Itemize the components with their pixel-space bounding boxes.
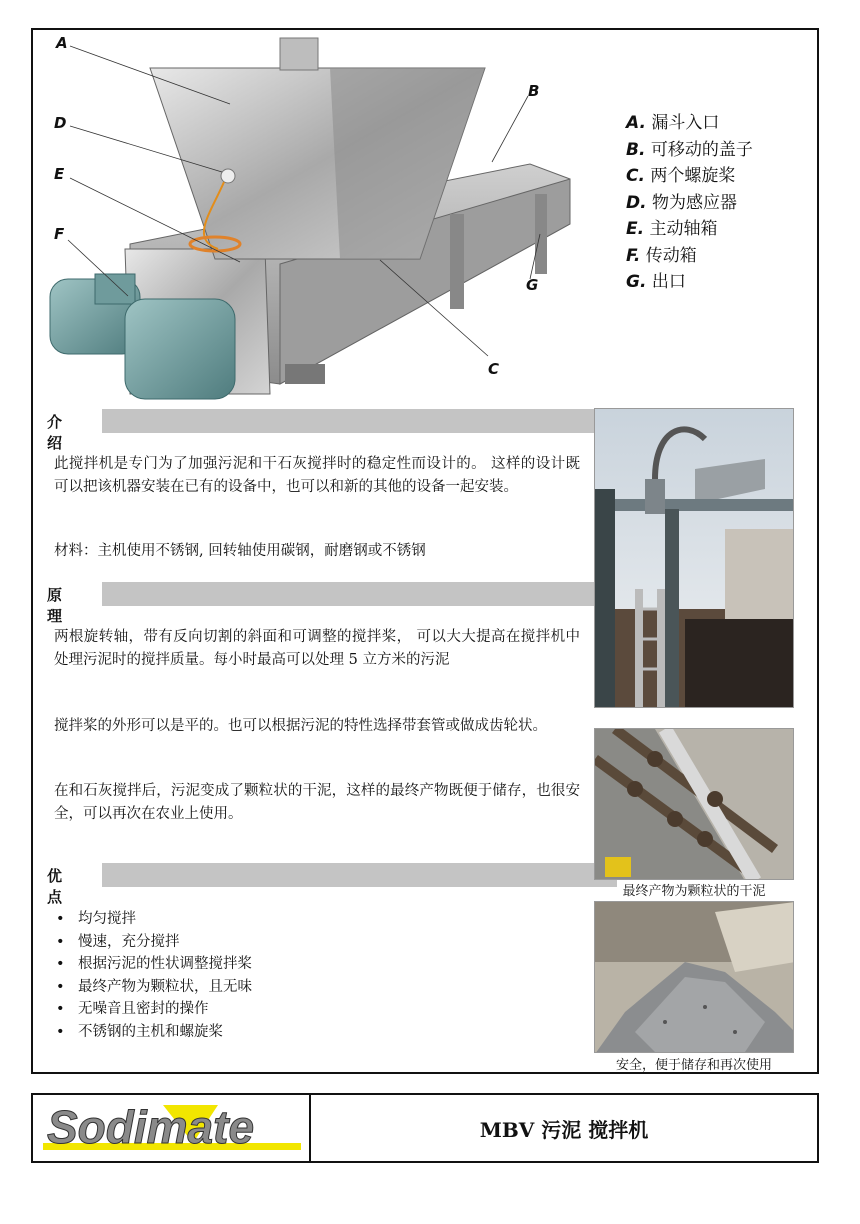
installation-photo — [594, 408, 794, 708]
legend-item-a: A. 漏斗入口 — [626, 113, 720, 133]
callout-c: C — [488, 360, 500, 378]
legend-item-c: C. 两个螺旋桨 — [626, 166, 736, 186]
product-title: MBV 污泥 搅拌机 — [479, 1117, 649, 1142]
list-item: • 最终产物为颗粒状，且无味 — [54, 976, 252, 999]
section-bar — [102, 409, 622, 433]
sludge-pile-photo — [594, 901, 794, 1053]
list-item: • 均匀搅拌 — [54, 908, 252, 931]
section-advantages-title: 优点 — [47, 867, 63, 906]
callout-a: A — [56, 34, 68, 52]
parts-legend — [626, 110, 753, 296]
principle-paragraph-1: 两根旋转轴，带有反向切割的斜面和可调整的搅拌桨， 可以大大提高在搅拌机中处理污泥时的搅拌质量。每小时最高可以处理 5 立方米的污泥 — [54, 629, 580, 668]
list-item: • 无噪音且密封的操作 — [54, 998, 252, 1021]
callout-d: D — [54, 114, 67, 132]
intro-paragraph: 此搅拌机是专门为了加强污泥和干石灰搅拌时的稳定性而设计的。 这样的设计既可以把该机器安装在已有的设备中，也可以和新的其他的设备一起安装。 — [54, 456, 580, 495]
paddles-photo-art — [595, 729, 794, 880]
section-principle-title: 原理 — [47, 586, 63, 625]
callout-e: E — [54, 165, 65, 183]
legend-item-d: D. 物为感应器 — [626, 192, 737, 213]
callout-b: B — [528, 82, 540, 100]
materials-paragraph: 材料：主机使用不锈钢, 回转轴使用碳钢，耐磨钢或不锈钢 — [54, 543, 426, 559]
section-intro-title: 介绍 — [47, 413, 63, 452]
legend-item-g: G. 出口 — [626, 272, 686, 292]
legend-item-f: F. 传动箱 — [626, 245, 697, 266]
footer-box — [31, 1093, 819, 1163]
legend-item-b: B. 可移动的盖子 — [626, 139, 753, 160]
paddles-caption: 最终产物为颗粒状的干泥 — [622, 884, 766, 899]
list-item: • 根据污泥的性状调整搅拌桨 — [54, 953, 252, 976]
list-item: • 慢速，充分搅拌 — [54, 931, 252, 954]
paddles-photo — [594, 728, 794, 880]
advantages-list — [54, 908, 252, 1043]
list-item: • 不锈钢的主机和螺旋桨 — [54, 1021, 252, 1044]
callout-f: F — [54, 225, 65, 243]
section-bar — [102, 582, 622, 606]
callout-g: G — [526, 276, 539, 294]
legend-item-e: E. 主动轴箱 — [626, 219, 718, 239]
section-bar — [102, 863, 617, 887]
principle-paragraph-2: 搅拌桨的外形可以是平的。也可以根据污泥的特性选择带套管或做成齿轮状。 — [54, 718, 547, 734]
sodimate-logo — [43, 1103, 301, 1155]
installation-photo-art — [595, 409, 794, 708]
sludge-pile-photo-art — [595, 902, 794, 1053]
svg-text:Sodimate: Sodimate — [47, 1103, 255, 1153]
principle-paragraph-3: 在和石灰搅拌后，污泥变成了颗粒状的干泥，这样的最终产物既便于储存，也很安全，可以再次在农业上使用。 — [54, 783, 580, 822]
machine-illustration — [40, 34, 600, 404]
pile-caption: 安全，便于储存和再次使用 — [615, 1058, 772, 1073]
